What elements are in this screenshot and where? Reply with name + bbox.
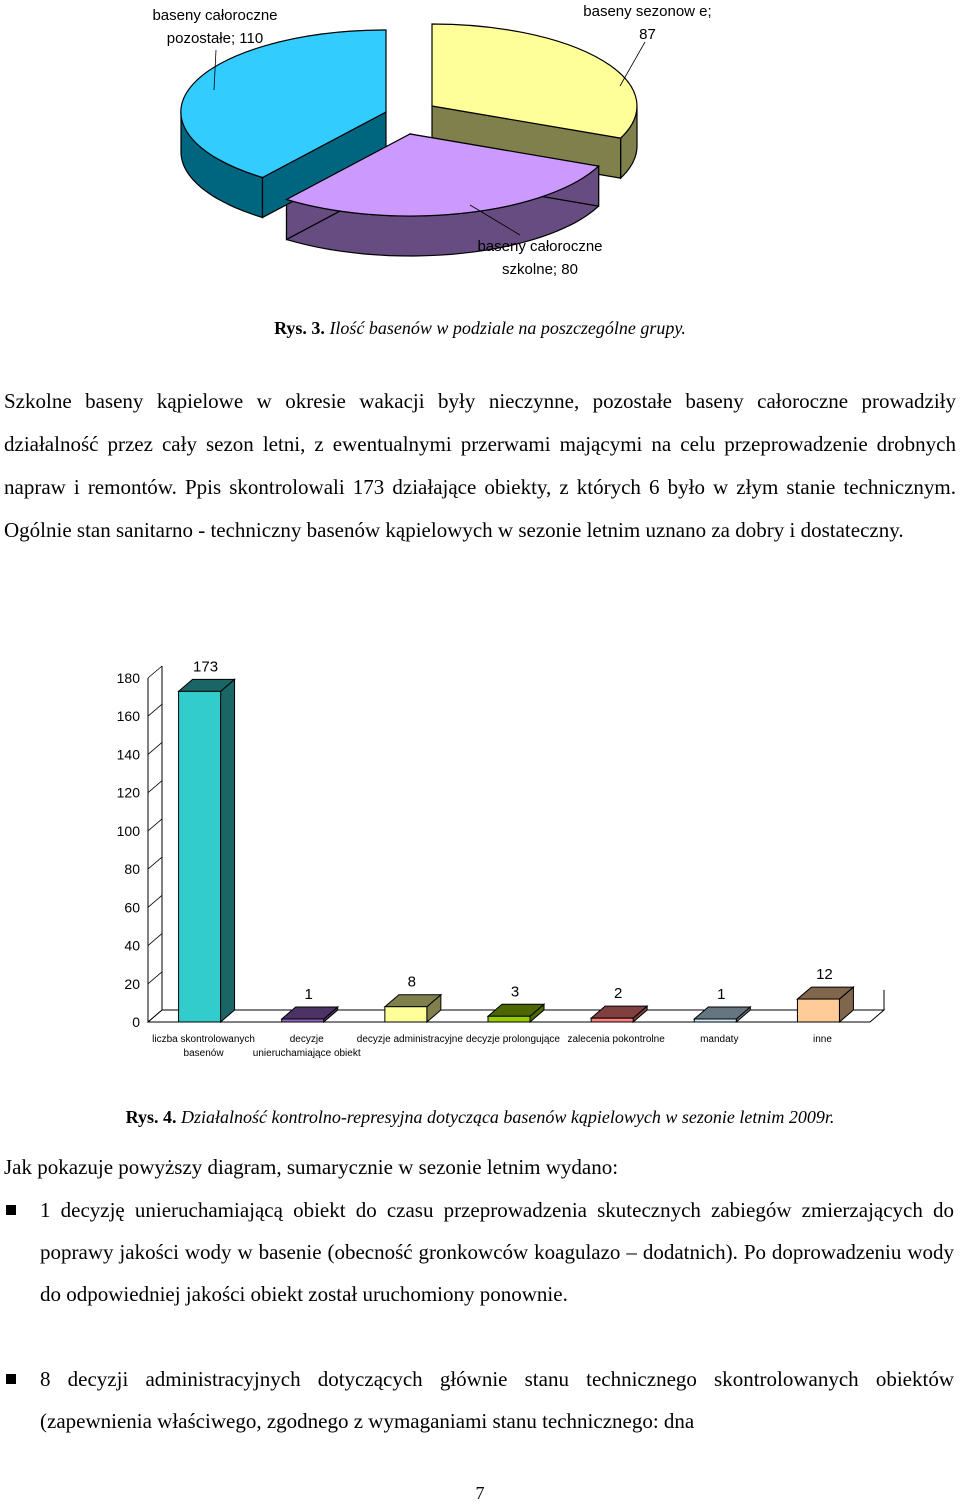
y-tick-60 [148,895,162,907]
y-tick-140 [148,742,162,754]
bar-front [591,1018,633,1022]
y-tick-label-180: 180 [116,670,140,686]
y-tick-label-20: 20 [124,975,140,992]
bar-front [694,1019,736,1022]
bar-7 [797,987,853,1022]
bar-side [221,679,235,1022]
figure-caption-3 [0,318,960,339]
y-tick-40 [148,934,162,946]
y-tick-180 [148,666,162,678]
bullet-item-2: 8 decyzji administracyjnych dotyczących głównie stanu technicznego skontrolowanych obiektów (zapewnienia właściwego, zgodnego z wymaganiami stanu technicznego: dna [40,1367,954,1433]
category-label-7: inne [812,1034,832,1045]
bar-value-label-4: 3 [510,983,520,1001]
page-number: 7 [475,1483,485,1503]
bar-value-label-1: 173 [193,658,219,676]
category-label-4: decyzje prolongujące [466,1034,560,1045]
category-label-3: decyzje administracyjne [356,1034,463,1045]
caption-4-number: Rys. 4. [125,1107,177,1127]
bar-front [488,1016,530,1022]
bar-1 [179,679,235,1022]
y-tick-80 [148,857,162,869]
leader-line-seasonal [620,42,645,86]
bullet-marker-1 [6,1205,16,1215]
y-tick-label-60: 60 [124,899,140,916]
paragraph-pools-status: Szkolne baseny kąpielowe w okresie wakacji były nieczynne, pozostałe baseny całoroczne prowadziły działalność przez cały sezon letni, z ewentualnymi przerwami mającymi na celu przeprowadzenie drobnych napraw i remontów. Ppis skontrolowali 173 działające obiekty, z których 6 było w złym stanie technicznym. Ogólnie stan sanitarno - techniczny basenów kąpielowych w sezonie letnim uznano za dobry i dostateczny. [4,389,956,542]
y-tick-100 [148,819,162,831]
y-tick-label-100: 100 [116,822,140,839]
y-tick-label-80: 80 [124,861,140,878]
bar-chart-canvas [0,640,960,1080]
bar-front [282,1019,324,1022]
figure-caption-4 [0,1107,960,1128]
category-label-5: zalecenia pokontrolne [567,1034,665,1045]
bar-front [797,999,839,1022]
y-tick-label-120: 120 [116,784,140,801]
bar-front [385,1007,427,1022]
category-label-2: decyzje [289,1034,324,1045]
bar-value-label-5: 2 [613,985,623,1003]
pie-label-year-round-school: baseny całoroczne szkolne; 80 [477,238,603,278]
bar-value-label-3: 8 [407,973,417,991]
category-label-2: unieruchamiające obiekt [252,1048,361,1059]
category-label-1: basenów [183,1048,224,1059]
bullet-marker-2 [6,1374,16,1384]
category-label-6: mandaty [700,1034,739,1045]
y-tick-label-40: 40 [124,937,140,954]
y-tick-160 [148,704,162,716]
bar-front [179,691,221,1022]
intro-line: Jak pokazuje powyższy diagram, sumarycznie w sezonie letnim wydano: [4,1155,619,1179]
category-label-1: liczba skontrolowanych [152,1034,255,1045]
y-tick-label-140: 140 [116,746,140,763]
bar-value-label-2: 1 [304,986,313,1003]
bar-value-label-7: 12 [816,966,833,984]
pie-label-seasonal: baseny sezonow e; 87 [583,3,712,43]
caption-3-text: Ilość basenów w podziale na poszczególne grupy. [329,318,686,338]
caption-4-text: Działalność kontrolno-represyjna dotycząca basenów kąpielowych w sezonie letnim 2009r. [180,1107,835,1127]
y-tick-120 [148,781,162,793]
y-tick-label-0: 0 [132,1014,140,1030]
bar-chart [0,640,960,1080]
y-tick-label-160: 160 [116,708,140,725]
bullet-item-1: 1 decyzję unieruchamiającą obiekt do czasu przeprowadzenia skutecznych zabiegów zmierzających do poprawy jakości wody w basenie (obecność gronkowców koagulazo – dodatnich). Po doprowadzeniu wody do odpowiedniej jakości obiekt został uruchomiony ponownie. [40,1198,954,1306]
pie-label-year-round-other: baseny całoroczne pozostałe; 110 [152,7,278,47]
y-tick-20 [148,972,162,984]
pie-chart [0,0,960,300]
caption-3-number: Rys. 3. [274,318,325,338]
bar-value-label-6: 1 [717,986,726,1003]
